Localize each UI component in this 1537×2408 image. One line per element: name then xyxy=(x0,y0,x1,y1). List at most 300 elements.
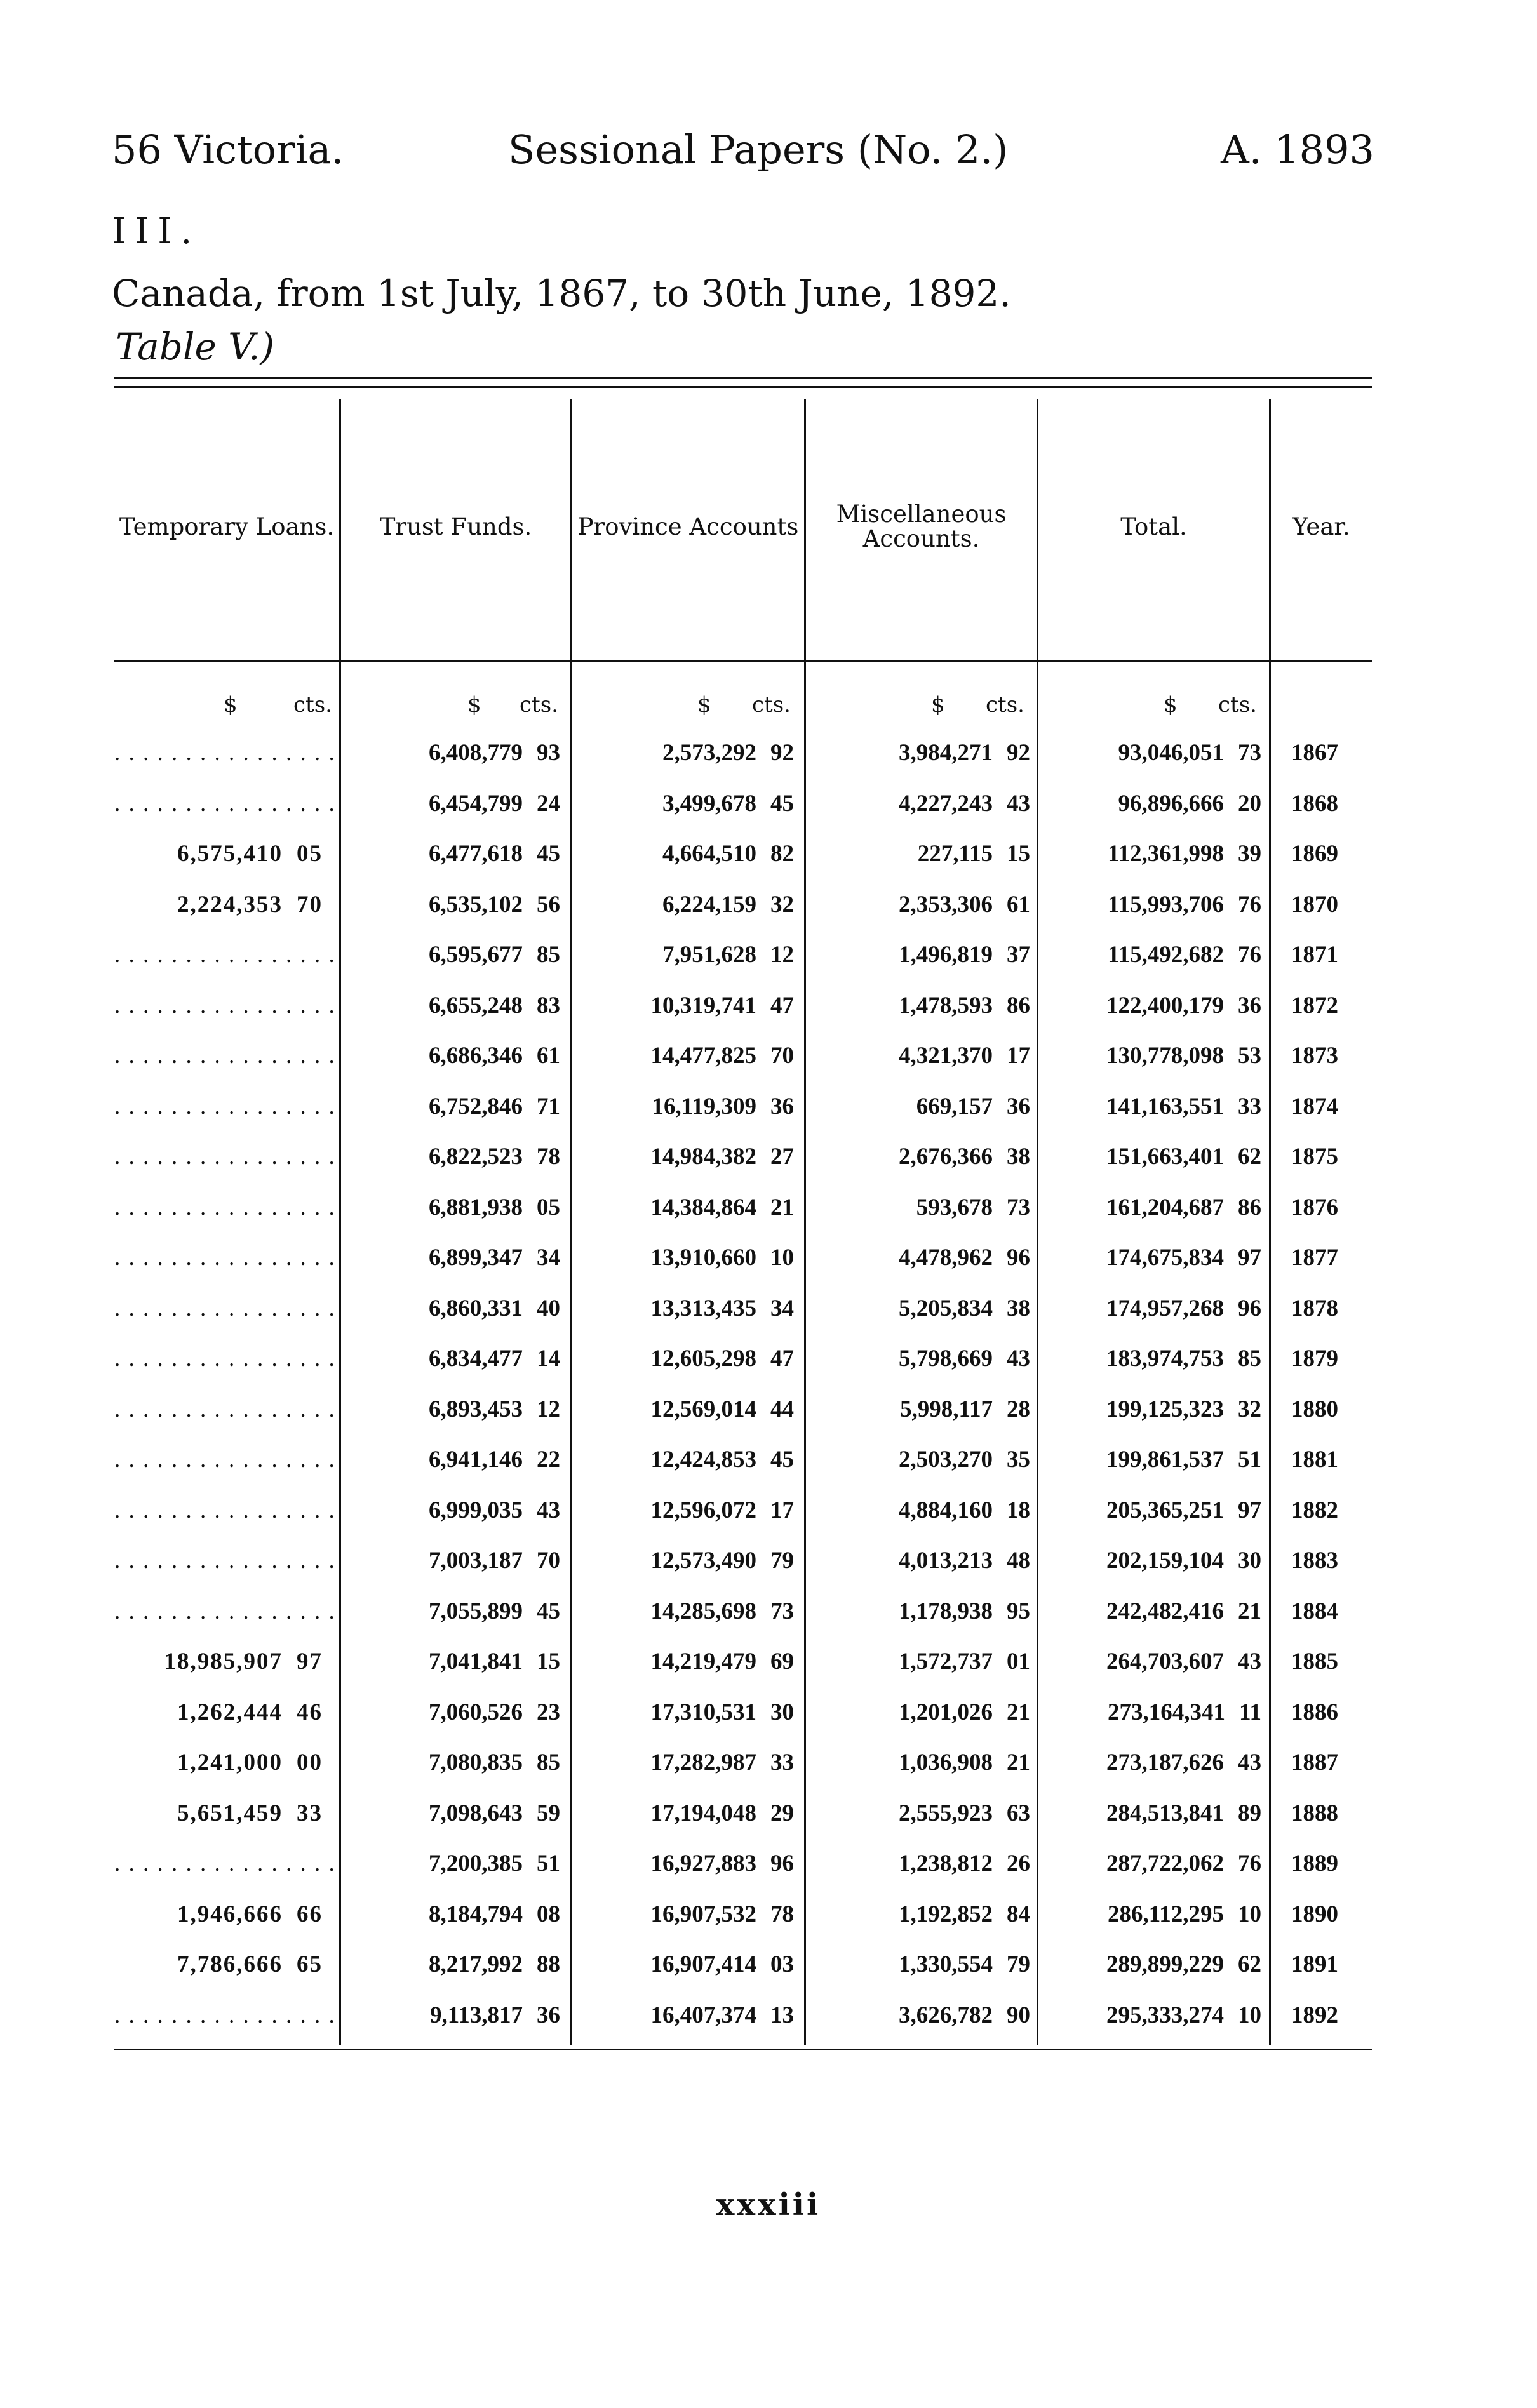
dollars: 3,499,678 xyxy=(662,790,756,817)
year-cell: 1885 xyxy=(1291,1649,1338,1675)
dollars: 6,454,799 xyxy=(429,790,523,817)
cents: 48 xyxy=(1007,1548,1030,1574)
trust-funds-cell xyxy=(348,1636,560,1687)
cents: 34 xyxy=(770,1295,794,1321)
trust-funds-cell xyxy=(348,779,560,829)
leader-dots: . . . . . . . . . . . . . . . . xyxy=(114,1850,336,1876)
dollars: 18,985,907 xyxy=(164,1649,283,1675)
dollars: 7,098,643 xyxy=(429,1800,523,1826)
unit-dollar: $ xyxy=(931,692,945,718)
dollars: 17,282,987 xyxy=(650,1749,756,1776)
cents: 32 xyxy=(770,891,794,918)
year-cell: 1876 xyxy=(1291,1194,1338,1221)
cents: 96 xyxy=(1007,1245,1030,1271)
leader-dots: . . . . . . . . . . . . . . . . xyxy=(114,1447,336,1473)
cents: 76 xyxy=(1238,891,1261,918)
dollars: 4,321,370 xyxy=(899,1043,993,1069)
cents: 21 xyxy=(770,1194,794,1221)
dollars: 669,157 xyxy=(916,1093,993,1120)
running-header-left: 56 Victoria. xyxy=(112,126,344,173)
cents: 34 xyxy=(537,1245,560,1271)
year-cell: 1888 xyxy=(1291,1800,1338,1826)
cents: 36 xyxy=(770,1093,794,1120)
table-subtitle: Canada, from 1st July, 1867, to 30th June, 1892. xyxy=(112,272,1011,315)
table-row xyxy=(0,829,1537,880)
trust-funds-cell xyxy=(348,1435,560,1485)
trust-funds-cell xyxy=(348,1939,560,1990)
province-accounts-cell xyxy=(575,728,794,779)
year-cell: 1879 xyxy=(1291,1346,1338,1372)
dollars: 1,178,938 xyxy=(899,1598,993,1624)
province-accounts-cell xyxy=(575,1182,794,1233)
cents: 76 xyxy=(1238,1850,1261,1876)
cents: 59 xyxy=(537,1800,560,1826)
total-cell xyxy=(1043,1737,1261,1788)
cents: 20 xyxy=(1238,790,1261,817)
miscellaneous-accounts-cell xyxy=(809,1535,1030,1586)
dollars: 8,217,992 xyxy=(429,1951,523,1977)
temporary-loans-cell xyxy=(114,1636,323,1687)
table-reference: Table V.) xyxy=(116,325,275,368)
trust-funds-cell xyxy=(348,1182,560,1233)
cents: 73 xyxy=(770,1598,794,1624)
dollars: 14,219,479 xyxy=(650,1649,756,1675)
cents: 36 xyxy=(1238,992,1261,1019)
dollars: 115,993,706 xyxy=(1108,891,1224,918)
cents: 76 xyxy=(1238,942,1261,968)
temporary-loans-cell xyxy=(114,1889,323,1940)
cents: 84 xyxy=(1007,1901,1030,1927)
cents: 22 xyxy=(537,1447,560,1473)
cents: 21 xyxy=(1007,1699,1030,1725)
cents: 13 xyxy=(770,2002,794,2028)
table-row xyxy=(0,1586,1537,1637)
cents: 45 xyxy=(770,1447,794,1473)
province-accounts-cell xyxy=(575,1889,794,1940)
dollars: 93,046,051 xyxy=(1118,740,1224,766)
page-number: xxxiii xyxy=(716,2187,821,2223)
column-header-province-accounts: Province Accounts xyxy=(577,512,799,540)
cents: 70 xyxy=(770,1043,794,1069)
dollars: 264,703,607 xyxy=(1106,1649,1224,1675)
dollars: 1,496,819 xyxy=(899,942,993,968)
cents: 21 xyxy=(1238,1598,1261,1624)
table-row xyxy=(0,1132,1537,1182)
miscellaneous-accounts-cell xyxy=(809,1233,1030,1283)
miscellaneous-accounts-cell xyxy=(809,1485,1030,1536)
year-cell: 1887 xyxy=(1291,1749,1338,1776)
cents: 47 xyxy=(770,992,794,1019)
table-row xyxy=(0,980,1537,1031)
table-row xyxy=(0,728,1537,779)
dollars: 7,200,385 xyxy=(429,1850,523,1876)
dollars: 12,569,014 xyxy=(650,1396,756,1422)
leader-dots: . . . . . . . . . . . . . . . . xyxy=(114,1043,336,1069)
running-header-center: Sessional Papers (No. 2.) xyxy=(508,126,1009,173)
dollars: 5,205,834 xyxy=(899,1295,993,1321)
leader-dots: . . . . . . . . . . . . . . . . xyxy=(114,1245,336,1271)
dollars: 14,285,698 xyxy=(650,1598,756,1624)
header-bottom-rule xyxy=(114,660,1372,662)
cents: 97 xyxy=(1238,1497,1261,1523)
province-accounts-cell xyxy=(575,1636,794,1687)
cents: 85 xyxy=(1238,1346,1261,1372)
dollars: 6,899,347 xyxy=(429,1245,523,1271)
leader-dots: . . . . . . . . . . . . . . . . xyxy=(114,1396,336,1422)
trust-funds-cell xyxy=(348,1838,560,1889)
cents: 46 xyxy=(297,1699,323,1725)
cents: 36 xyxy=(537,2002,560,2028)
dollars: 4,227,243 xyxy=(899,790,993,817)
year-cell: 1880 xyxy=(1291,1396,1338,1422)
dollars: 12,573,490 xyxy=(650,1548,756,1574)
cents: 92 xyxy=(1007,740,1030,766)
cents: 27 xyxy=(770,1144,794,1170)
dollars: 199,861,537 xyxy=(1106,1447,1224,1473)
province-accounts-cell xyxy=(575,829,794,880)
miscellaneous-accounts-cell xyxy=(809,829,1030,880)
cents: 38 xyxy=(1007,1144,1030,1170)
cents: 93 xyxy=(537,740,560,766)
dollars: 6,686,346 xyxy=(429,1043,523,1069)
total-cell xyxy=(1043,980,1261,1031)
dollars: 17,310,531 xyxy=(650,1699,756,1725)
miscellaneous-accounts-cell xyxy=(809,1384,1030,1435)
dollars: 6,655,248 xyxy=(429,992,523,1019)
province-accounts-cell xyxy=(575,1485,794,1536)
trust-funds-cell xyxy=(348,1485,560,1536)
dollars: 12,596,072 xyxy=(650,1497,756,1523)
dollars: 12,605,298 xyxy=(650,1346,756,1372)
trust-funds-cell xyxy=(348,1081,560,1132)
year-cell: 1875 xyxy=(1291,1144,1338,1170)
cents: 40 xyxy=(537,1295,560,1321)
dollars: 295,333,274 xyxy=(1106,2002,1224,2028)
total-cell xyxy=(1043,1687,1261,1738)
cents: 70 xyxy=(537,1548,560,1574)
cents: 51 xyxy=(1238,1447,1261,1473)
table-row xyxy=(0,930,1537,980)
table-top-rule-2 xyxy=(114,386,1372,388)
cents: 78 xyxy=(537,1144,560,1170)
dollars: 6,941,146 xyxy=(429,1447,523,1473)
table-row xyxy=(0,1636,1537,1687)
province-accounts-cell xyxy=(575,1586,794,1637)
cents: 78 xyxy=(770,1901,794,1927)
dollars: 14,984,382 xyxy=(650,1144,756,1170)
unit-dollar: $ xyxy=(1164,692,1178,718)
dollars: 6,535,102 xyxy=(429,891,523,918)
year-cell: 1869 xyxy=(1291,841,1338,867)
cents: 15 xyxy=(1007,841,1030,867)
trust-funds-cell xyxy=(348,829,560,880)
leader-dots: . . . . . . . . . . . . . . . . xyxy=(114,1144,336,1170)
trust-funds-cell xyxy=(348,1586,560,1637)
province-accounts-cell xyxy=(575,1384,794,1435)
dollars: 1,192,852 xyxy=(899,1901,993,1927)
cents: 53 xyxy=(1238,1043,1261,1069)
leader-dots: . . . . . . . . . . . . . . . . xyxy=(114,790,336,817)
total-cell xyxy=(1043,1636,1261,1687)
cents: 88 xyxy=(537,1951,560,1977)
dollars: 14,477,825 xyxy=(650,1043,756,1069)
miscellaneous-accounts-cell xyxy=(809,1788,1030,1839)
cents: 62 xyxy=(1238,1144,1261,1170)
year-cell: 1882 xyxy=(1291,1497,1338,1523)
dollars: 273,164,341 xyxy=(1108,1699,1226,1725)
miscellaneous-accounts-cell xyxy=(809,1081,1030,1132)
cents: 39 xyxy=(1238,841,1261,867)
dollars: 14,384,864 xyxy=(650,1194,756,1221)
miscellaneous-accounts-cell xyxy=(809,1586,1030,1637)
dollars: 3,626,782 xyxy=(899,2002,993,2028)
cents: 23 xyxy=(537,1699,560,1725)
province-accounts-cell xyxy=(575,930,794,980)
column-header-year: Year. xyxy=(1292,512,1350,540)
cents: 10 xyxy=(770,1245,794,1271)
unit-cents: cts. xyxy=(520,692,558,718)
dollars: 16,119,309 xyxy=(652,1093,756,1120)
year-cell: 1868 xyxy=(1291,790,1338,817)
table-row xyxy=(0,1838,1537,1889)
miscellaneous-accounts-cell xyxy=(809,1889,1030,1940)
dollars: 6,999,035 xyxy=(429,1497,523,1523)
dollars: 161,204,687 xyxy=(1106,1194,1224,1221)
dollars: 1,262,444 xyxy=(177,1699,283,1725)
cents: 47 xyxy=(770,1346,794,1372)
year-cell: 1870 xyxy=(1291,891,1338,918)
table-row xyxy=(0,1737,1537,1788)
dollars: 199,125,323 xyxy=(1106,1396,1224,1422)
table-top-rule-1 xyxy=(114,377,1372,379)
dollars: 6,752,846 xyxy=(429,1093,523,1120)
total-cell xyxy=(1043,1788,1261,1839)
dollars: 287,722,062 xyxy=(1106,1850,1224,1876)
province-accounts-cell xyxy=(575,1435,794,1485)
cents: 63 xyxy=(1007,1800,1030,1826)
cents: 35 xyxy=(1007,1447,1030,1473)
cents: 45 xyxy=(537,841,560,867)
year-cell: 1891 xyxy=(1291,1951,1338,1977)
year-cell: 1874 xyxy=(1291,1093,1338,1120)
table-row xyxy=(0,1939,1537,1990)
miscellaneous-accounts-cell xyxy=(809,1283,1030,1334)
unit-cents: cts. xyxy=(293,692,332,718)
year-cell: 1878 xyxy=(1291,1295,1338,1321)
leader-dots: . . . . . . . . . . . . . . . . xyxy=(114,1598,336,1624)
province-accounts-cell xyxy=(575,1081,794,1132)
total-cell xyxy=(1043,1283,1261,1334)
total-cell xyxy=(1043,728,1261,779)
cents: 96 xyxy=(770,1850,794,1876)
dollars: 273,187,626 xyxy=(1106,1749,1224,1776)
section-number: III. xyxy=(112,211,201,252)
dollars: 4,664,510 xyxy=(662,841,756,867)
temporary-loans-cell xyxy=(114,1737,323,1788)
dollars: 16,907,414 xyxy=(650,1951,756,1977)
column-header-trust-funds: Trust Funds. xyxy=(379,512,532,540)
cents: 89 xyxy=(1238,1800,1261,1826)
dollars: 2,555,923 xyxy=(899,1800,993,1826)
total-cell xyxy=(1043,1384,1261,1435)
total-cell xyxy=(1043,1334,1261,1384)
miscellaneous-accounts-cell xyxy=(809,779,1030,829)
miscellaneous-accounts-cell xyxy=(809,1687,1030,1738)
cents: 65 xyxy=(297,1951,323,1977)
table-row xyxy=(0,1788,1537,1839)
total-cell xyxy=(1043,1031,1261,1081)
dollars: 2,573,292 xyxy=(662,740,756,766)
miscellaneous-accounts-cell xyxy=(809,1990,1030,2041)
province-accounts-cell xyxy=(575,1334,794,1384)
cents: 56 xyxy=(537,891,560,918)
trust-funds-cell xyxy=(348,880,560,930)
dollars: 12,424,853 xyxy=(650,1447,756,1473)
total-cell xyxy=(1043,779,1261,829)
trust-funds-cell xyxy=(348,1889,560,1940)
year-cell: 1877 xyxy=(1291,1245,1338,1271)
dollars: 289,899,229 xyxy=(1106,1951,1224,1977)
cents: 15 xyxy=(537,1649,560,1675)
dollars: 1,201,026 xyxy=(899,1699,993,1725)
temporary-loans-cell xyxy=(114,829,323,880)
year-cell: 1872 xyxy=(1291,992,1338,1019)
total-cell xyxy=(1043,1586,1261,1637)
dollars: 151,663,401 xyxy=(1106,1144,1224,1170)
miscellaneous-accounts-cell xyxy=(809,1737,1030,1788)
dollars: 7,060,526 xyxy=(429,1699,523,1725)
unit-cents: cts. xyxy=(986,692,1024,718)
cents: 86 xyxy=(1007,992,1030,1019)
miscellaneous-accounts-cell xyxy=(809,1132,1030,1182)
cents: 85 xyxy=(537,1749,560,1776)
cents: 79 xyxy=(770,1548,794,1574)
dollars: 13,313,435 xyxy=(650,1295,756,1321)
dollars: 8,184,794 xyxy=(429,1901,523,1927)
dollars: 2,676,366 xyxy=(899,1144,993,1170)
year-cell: 1881 xyxy=(1291,1447,1338,1473)
dollars: 16,907,532 xyxy=(650,1901,756,1927)
leader-dots: . . . . . . . . . . . . . . . . xyxy=(114,1548,336,1574)
province-accounts-cell xyxy=(575,1990,794,2041)
dollars: 5,651,459 xyxy=(177,1800,283,1826)
dollars: 286,112,295 xyxy=(1108,1901,1224,1927)
dollars: 6,822,523 xyxy=(429,1144,523,1170)
table-row xyxy=(0,1182,1537,1233)
dollars: 4,884,160 xyxy=(899,1497,993,1523)
cents: 24 xyxy=(537,790,560,817)
total-cell xyxy=(1043,829,1261,880)
province-accounts-cell xyxy=(575,1687,794,1738)
table-row xyxy=(0,880,1537,930)
total-cell xyxy=(1043,1990,1261,2041)
province-accounts-cell xyxy=(575,880,794,930)
dollars: 1,946,666 xyxy=(177,1901,283,1927)
table-row xyxy=(0,1435,1537,1485)
table-row xyxy=(0,1889,1537,1940)
temporary-loans-cell xyxy=(114,1939,323,1990)
dollars: 16,927,883 xyxy=(650,1850,756,1876)
column-header-miscellaneous-accounts: Miscellaneous Accounts. xyxy=(836,500,1007,552)
total-cell xyxy=(1043,1939,1261,1990)
cents: 43 xyxy=(1007,790,1030,817)
dollars: 1,238,812 xyxy=(899,1850,993,1876)
trust-funds-cell xyxy=(348,1687,560,1738)
province-accounts-cell xyxy=(575,1031,794,1081)
table-row xyxy=(0,1233,1537,1283)
cents: 43 xyxy=(1007,1346,1030,1372)
cents: 33 xyxy=(770,1749,794,1776)
dollars: 6,408,779 xyxy=(429,740,523,766)
unit-dollar: $ xyxy=(467,692,481,718)
leader-dots: . . . . . . . . . . . . . . . . xyxy=(114,2002,336,2028)
cents: 95 xyxy=(1007,1598,1030,1624)
cents: 45 xyxy=(770,790,794,817)
cents: 69 xyxy=(770,1649,794,1675)
total-cell xyxy=(1043,1485,1261,1536)
unit-cents: cts. xyxy=(752,692,791,718)
trust-funds-cell xyxy=(348,1283,560,1334)
total-cell xyxy=(1043,1081,1261,1132)
cents: 05 xyxy=(537,1194,560,1221)
cents: 66 xyxy=(297,1901,323,1927)
dollars: 6,893,453 xyxy=(429,1396,523,1422)
cents: 29 xyxy=(770,1800,794,1826)
cents: 71 xyxy=(537,1093,560,1120)
total-cell xyxy=(1043,1838,1261,1889)
cents: 43 xyxy=(1238,1749,1261,1776)
province-accounts-cell xyxy=(575,1939,794,1990)
total-cell xyxy=(1043,1182,1261,1233)
dollars: 115,492,682 xyxy=(1108,942,1224,968)
dollars: 7,080,835 xyxy=(429,1749,523,1776)
trust-funds-cell xyxy=(348,930,560,980)
year-cell: 1867 xyxy=(1291,740,1338,766)
cents: 33 xyxy=(1238,1093,1261,1120)
unit-dollar: $ xyxy=(224,692,238,718)
year-cell: 1892 xyxy=(1291,2002,1338,2028)
province-accounts-cell xyxy=(575,1132,794,1182)
leader-dots: . . . . . . . . . . . . . . . . xyxy=(114,992,336,1019)
leader-dots: . . . . . . . . . . . . . . . . xyxy=(114,1194,336,1221)
cents: 73 xyxy=(1238,740,1261,766)
cents: 03 xyxy=(770,1951,794,1977)
cents: 18 xyxy=(1007,1497,1030,1523)
dollars: 183,974,753 xyxy=(1106,1346,1224,1372)
table-row xyxy=(0,1081,1537,1132)
dollars: 122,400,179 xyxy=(1106,992,1224,1019)
trust-funds-cell xyxy=(348,980,560,1031)
dollars: 1,478,593 xyxy=(899,992,993,1019)
dollars: 6,575,410 xyxy=(177,841,283,867)
dollars: 7,041,841 xyxy=(429,1649,523,1675)
cents: 10 xyxy=(1238,1901,1261,1927)
cents: 92 xyxy=(770,740,794,766)
table-row xyxy=(0,1384,1537,1435)
miscellaneous-accounts-cell xyxy=(809,930,1030,980)
cents: 43 xyxy=(1238,1649,1261,1675)
cents: 97 xyxy=(297,1649,323,1675)
cents: 90 xyxy=(1007,2002,1030,2028)
dollars: 1,572,737 xyxy=(899,1649,993,1675)
trust-funds-cell xyxy=(348,1737,560,1788)
dollars: 9,113,817 xyxy=(430,2002,523,2028)
total-cell xyxy=(1043,1889,1261,1940)
unit-dollar: $ xyxy=(697,692,711,718)
dollars: 5,798,669 xyxy=(899,1346,993,1372)
table-row xyxy=(0,1687,1537,1738)
cents: 45 xyxy=(537,1598,560,1624)
